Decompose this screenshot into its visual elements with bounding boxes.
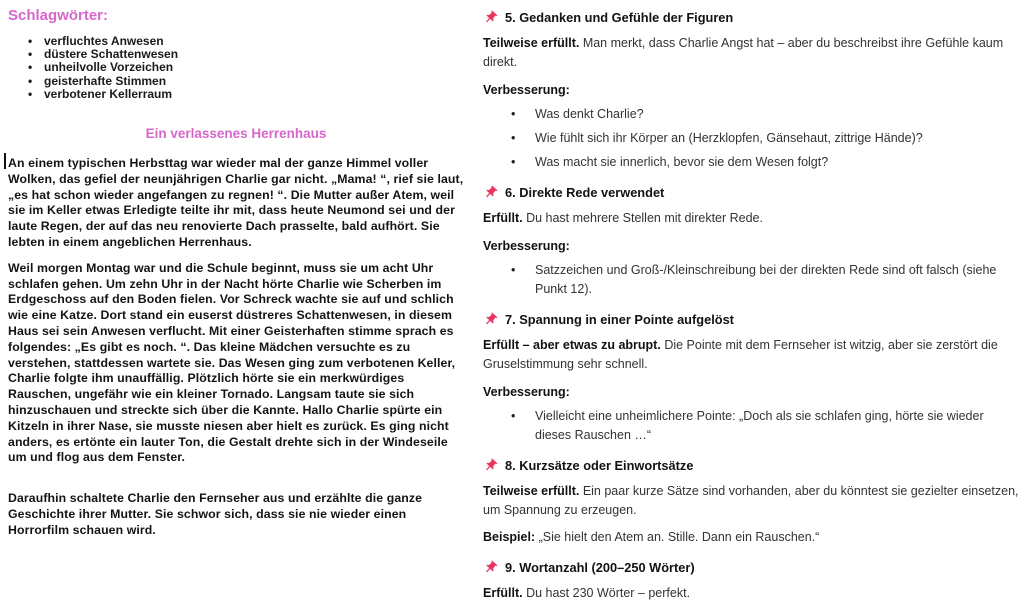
story-paragraph: Weil morgen Montag war und die Schule beginnt, muss sie um acht Uhr schlafen gehen. Um zehn Uhr in der Nacht hörte Charlie wie Scherben im Erdgeschoss auf den Boden fielen. Vor Schreck wachte sie auf und schlich wie eine Katze. Dort stand ein euserst düstreres Schattenwesen, in diesem Haus sei sein Anwesen verflucht. Mit einer Geisterhaften stimme sprach es folgendes: „Es gibt es noch. “. Das kleine Mädchen versuchte es zu verstehen, stattdessen wartete sie. Das Wesen ging zum verbotenen Keller, Charlie folgte ihm unauffällig. Plötzlich hörte sie ein merkwürdiges Rauschen, ungefähr wie ein kleiner Tornado. Langsam taute sie sich hinzuschauen und streckte sich über die Kannte. Hallo Charlie spürte ein Kitzeln in ihrer Nase, sie musste niesen aber hielt es zurück. Es ging nicht anders, es ertönte ein lauter Ton, die Gestalt drehte sich in der Windeseile um und flog aus dem Fenster. (8, 260, 456, 465)
verdict-label: Erfüllt – aber etwas zu abrupt. (483, 338, 661, 352)
verdict-comment: Du hast mehrere Stellen mit direkter Rede. (526, 211, 763, 225)
pushpin-icon (483, 312, 498, 327)
story-paragraph: Daraufhin schaltete Charlie den Fernseher aus und erzählte die ganze Geschichte ihrer Mutter. Sie schwor sich, dass sie nie wieder einen Horrorfilm schauen wird. (8, 491, 423, 537)
feedback-verdict (483, 482, 1020, 520)
feedback-item-title: 5. Gedanken und Gefühle der Figuren (505, 10, 734, 25)
pushpin-icon (483, 458, 498, 473)
improvement-list (483, 261, 1020, 299)
verdict-comment: Die Pointe mit dem Fernseher ist witzig, aber sie zerstört die Gruselstimmung sehr schnell. (483, 338, 998, 371)
keyword-item: • verfluchtes Anwesen (44, 35, 464, 48)
improvement-item: • Was denkt Charlie? (535, 105, 1020, 124)
verdict-comment: Man merkt, dass Charlie Angst hat – aber du beschreibst ihre Gefühle kaum direkt. (483, 36, 1004, 69)
feedback-item-heading (483, 311, 1020, 328)
feedback-item-title: 7. Spannung in einer Pointe aufgelöst (505, 312, 734, 327)
feedback-item-heading (483, 184, 1020, 201)
feedback-item-heading (483, 9, 1020, 26)
verdict-label: Teilweise erfüllt. (483, 36, 580, 50)
feedback-verdict (483, 209, 1020, 228)
feedback-verdict (483, 336, 1020, 374)
keywords-list (8, 35, 464, 101)
feedback-item-heading (483, 559, 1020, 576)
example-text: „Sie hielt den Atem an. Stille. Dann ein Rauschen.“ (538, 530, 820, 544)
verdict-label: Teilweise erfüllt. (483, 484, 580, 498)
improvement-list (483, 105, 1020, 172)
feedback-item-title: 8. Kurzsätze oder Einwortsätze (505, 458, 694, 473)
text-caret (4, 153, 6, 169)
feedback-example (483, 528, 1020, 547)
verdict-comment: Du hast 230 Wörter – perfekt. (526, 586, 691, 600)
story-paragraph: An einem typischen Herbsttag war wieder mal der ganze Himmel voller Wolken, das gefiel der neunjährigen Charlie gar nicht. „Mama! “, rief sie laut, „es hat schon wieder angefangen zu regnen! “. Die Mutter außer Atem, weil sie im Keller etwas Erledigte teilte ihr mit, dass heute Neumond sei und der laute Regen, der auf das neu renovierte Dach prasselte, bald aufhört. Sie lebten in einem angeblichen Herrenhaus. (8, 156, 464, 249)
improvement-list (483, 407, 1020, 445)
improvement-item: • Wie fühlt sich ihr Körper an (Herzklopfen, Gänsehaut, zittrige Hände)? (535, 129, 1020, 148)
example-label: Beispiel: (483, 530, 536, 544)
feedback-item-heading (483, 457, 1020, 474)
improvement-label: Verbesserung: (483, 239, 570, 253)
improvement-item: • Vielleicht eine unheimlichere Pointe: „Doch als sie schlafen ging, hörte sie wieder dieses Rauschen …“ (535, 407, 1020, 445)
keyword-item: • geisterhafte Stimmen (44, 75, 464, 88)
feedback-verdict (483, 584, 1020, 603)
feedback-verdict (483, 34, 1020, 72)
keywords-heading: Schlagwörter: (8, 7, 109, 24)
pushpin-icon (483, 185, 498, 200)
improvement-item: • Was macht sie innerlich, bevor sie dem Wesen folgt? (535, 153, 1020, 172)
improvement-label: Verbesserung: (483, 83, 570, 97)
feedback-panel (483, 4, 1020, 603)
keyword-item: • verbotener Kellerraum (44, 88, 464, 101)
pushpin-icon (483, 560, 498, 575)
verdict-label: Erfüllt. (483, 586, 523, 600)
keyword-item: • unheilvolle Vorzeichen (44, 61, 464, 74)
verdict-label: Erfüllt. (483, 211, 523, 225)
pushpin-icon (483, 10, 498, 25)
improvement-label: Verbesserung: (483, 385, 570, 399)
keyword-item: • düstere Schattenwesen (44, 48, 464, 61)
verdict-comment: Ein paar kurze Sätze sind vorhanden, aber du könntest sie gezielter einsetzen, um Spannung zu erzeugen. (483, 484, 1019, 517)
feedback-item-title: 9. Wortanzahl (200–250 Wörter) (505, 560, 695, 575)
feedback-item-title: 6. Direkte Rede verwendet (505, 185, 665, 200)
story-title: Ein verlassenes Herrenhaus (145, 126, 327, 142)
improvement-item: • Satzzeichen und Groß-/Kleinschreibung bei der direkten Rede sind oft falsch (siehe Punkt 12). (535, 261, 1020, 299)
story-document[interactable] (8, 6, 464, 539)
